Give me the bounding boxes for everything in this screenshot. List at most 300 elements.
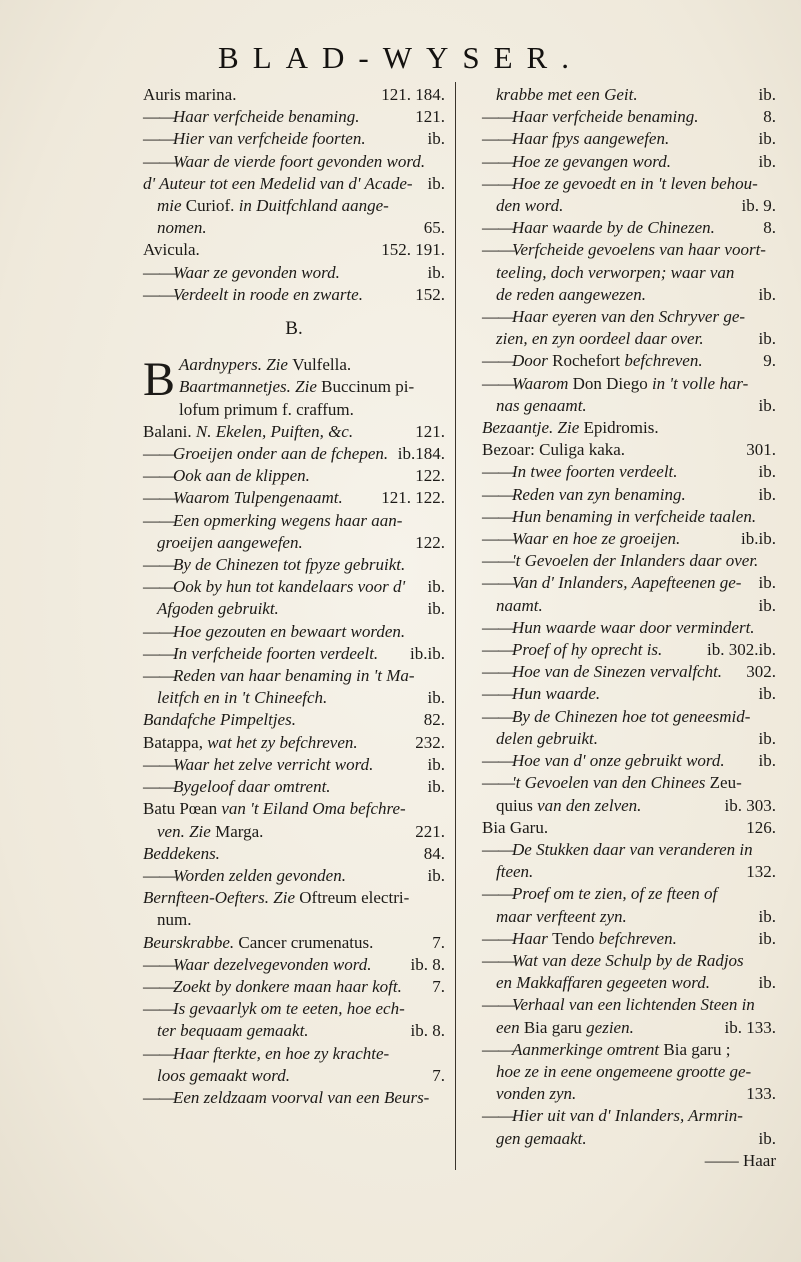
index-entry <box>143 84 445 106</box>
page-title: BLAD-WYSER. <box>218 40 583 75</box>
entry-text-italic: Reden van haar benaming in 't Ma- <box>173 666 415 686</box>
entry-text-italic: By de Chinezen tot fpyze gebruikt. <box>173 555 406 575</box>
entry-text-italic: Afgoden gebruikt. <box>157 599 279 619</box>
index-entry <box>143 262 445 284</box>
right-entries <box>482 84 776 1170</box>
dropcap-b: B <box>143 353 176 407</box>
index-entry <box>482 484 776 506</box>
index-entry <box>143 1065 445 1087</box>
entry-text-roman: Batu Pœan <box>143 799 222 819</box>
index-entry <box>482 128 776 150</box>
entry-text-italic: Hun waarde. <box>512 684 601 704</box>
entry-text-italic: N. Ekelen, Puiften, &c. <box>195 421 354 441</box>
ditto-dash: —— <box>143 643 175 663</box>
entry-text-roman: Rochefort <box>552 351 625 371</box>
page-reference: ib. <box>758 329 776 349</box>
index-entry <box>482 861 776 883</box>
ditto-dash: —— <box>482 706 514 726</box>
page-reference: ib. <box>427 865 445 885</box>
entry-text-roman: lofum primum f. craffum. <box>179 399 354 419</box>
entry-text-italic: Ook by hun tot kandelaars voor d' <box>173 577 406 597</box>
index-entry <box>143 576 445 598</box>
index-entry <box>143 643 445 665</box>
page-reference: 184. <box>415 444 445 464</box>
page-reference: ib. <box>741 529 759 549</box>
ditto-dash: —— <box>482 307 514 327</box>
entry-text-italic: Haar waarde by de Chinezen. <box>512 218 715 238</box>
entry-text-italic: Groeijen onder aan de fchepen. <box>173 444 389 464</box>
page-reference: ib. <box>427 643 445 663</box>
entry-text-italic: de reden aangewezen. <box>496 284 646 304</box>
entry-text-italic: Hoe ze gevangen word. <box>512 151 671 171</box>
index-entry <box>143 399 445 421</box>
entry-text-italic: Hier van verfcheide foorten. <box>173 129 366 149</box>
entry-text-italic: in Duitfchland aange- <box>238 196 389 216</box>
entry-text-italic: Haar <box>512 928 553 948</box>
ditto-dash: —— <box>482 129 514 149</box>
index-entry <box>482 1061 776 1083</box>
entry-text-italic: Proef of hy oprecht is. <box>512 640 663 660</box>
entry-text-italic: Haar verfcheide benaming. <box>512 107 699 127</box>
entry-text-italic: wat het zy befchreven. <box>207 732 358 752</box>
page-reference: ib. <box>410 643 428 663</box>
page-reference: 65. <box>423 218 445 238</box>
page-reference: 232. <box>415 732 445 752</box>
page-reference: ib. <box>758 928 776 948</box>
ditto-dash: —— <box>482 240 514 260</box>
entry-text-roman: Batappa, <box>143 732 208 752</box>
ditto-dash: —— <box>143 129 175 149</box>
entry-text-italic: Hun benaming in verfcheide taalen. <box>512 506 757 526</box>
entry-text-italic: loos gemaakt word. <box>157 1065 291 1085</box>
page-reference: ib. <box>427 777 445 797</box>
index-entry <box>482 373 776 395</box>
entry-text-italic: gen gemaakt. <box>496 1128 587 1148</box>
index-entry <box>482 217 776 239</box>
entry-text-italic: leitfch en in 't Chineefch. <box>157 688 328 708</box>
index-entry <box>482 639 776 661</box>
index-entry <box>482 883 776 905</box>
column-divider <box>455 82 456 1170</box>
ditto-dash: —— <box>143 1087 175 1107</box>
ditto-dash: —— <box>143 262 175 282</box>
index-entry <box>482 239 776 261</box>
page-reference: 7. <box>432 932 445 952</box>
page-reference: ib. <box>427 577 445 597</box>
index-entry <box>143 976 445 998</box>
entry-text-roman: Tendo <box>552 928 599 948</box>
index-entry <box>143 1087 445 1109</box>
index-entry <box>482 262 776 284</box>
entry-text-italic: Bandafche Pimpeltjes. <box>143 710 296 730</box>
ditto-dash: —— <box>143 999 175 1019</box>
page-reference: ib. <box>758 973 776 993</box>
entry-text-italic: Aardnypers. Zie <box>179 355 293 375</box>
page-reference: 302. <box>746 662 776 682</box>
index-entry <box>143 732 445 754</box>
entry-text-roman: Avicula. <box>143 240 200 260</box>
entry-text-italic: van den zelven. <box>537 795 642 815</box>
ditto-dash: —— <box>143 444 175 464</box>
entry-text-italic: Is gevaarlyk om te eeten, hoe ech- <box>173 999 405 1019</box>
index-entry <box>482 1083 776 1105</box>
entry-text-roman: Marga. <box>215 821 264 841</box>
index-entry <box>482 817 776 839</box>
index-entry <box>482 1039 776 1061</box>
left-entries-b-intro <box>143 354 445 421</box>
ditto-dash: —— <box>482 573 514 593</box>
index-entry <box>482 994 776 1016</box>
entry-text-italic: Haar fpys aangewefen. <box>512 129 670 149</box>
page-reference: 8. <box>763 107 776 127</box>
page-reference: ib. <box>758 85 776 104</box>
ditto-dash: —— <box>143 555 175 575</box>
index-entry <box>143 465 445 487</box>
index-entry <box>482 661 776 683</box>
page-reference: ib. <box>758 728 776 748</box>
index-entry <box>143 776 445 798</box>
index-entry <box>482 1017 776 1039</box>
entry-text-italic: Hoe van d' onze gebruikt word. <box>512 751 725 771</box>
entry-text-italic: Ook aan de klippen. <box>173 466 310 486</box>
index-entry <box>143 106 445 128</box>
entry-text-italic: Worden zelden gevonden. <box>173 865 346 885</box>
ditto-dash: —— <box>482 107 514 127</box>
ditto-dash: —— <box>143 107 175 127</box>
index-entry <box>143 151 445 173</box>
ditto-dash: —— <box>143 954 175 974</box>
page-reference: 221. <box>415 821 445 841</box>
entry-text-italic: vonden zyn. <box>496 1084 577 1104</box>
page-reference: ib. <box>758 129 776 149</box>
page-reference: ib. 9. <box>741 196 776 216</box>
index-entry <box>143 554 445 576</box>
ditto-dash: —— <box>143 466 175 486</box>
ditto-dash: —— <box>143 777 175 797</box>
index-entry <box>482 350 776 372</box>
index-entry <box>482 839 776 861</box>
entry-text-italic: in 't volle har- <box>651 373 749 393</box>
entry-text-italic: Wat van deze Schulp by de Radjos <box>512 950 744 970</box>
entry-text-italic: groeijen aangewefen. <box>157 532 303 552</box>
entry-text-italic: 't Gevoelen der Inlanders daar over. <box>512 551 759 571</box>
entry-text-italic: Haar eyeren van den Schryver ge- <box>512 307 746 327</box>
entry-text-italic: Hoe ze gevoedt en in 't leven behou- <box>512 173 758 193</box>
index-entry <box>143 709 445 731</box>
page-reference: ib. <box>758 284 776 304</box>
index-entry <box>482 284 776 306</box>
index-entry <box>482 173 776 195</box>
entry-text-roman: Don Diego <box>572 373 652 393</box>
index-entry <box>482 617 776 639</box>
entry-text-italic: zien, en zyn oordeel daar over. <box>496 329 704 349</box>
index-entry <box>482 528 776 550</box>
index-entry <box>143 621 445 643</box>
ditto-dash: —— <box>482 995 514 1015</box>
entry-text-italic: Waarom <box>512 373 573 393</box>
entry-text-italic: Een zeldzaam voorval van een Beurs- <box>173 1087 430 1107</box>
entry-text-italic: fteen. <box>496 862 534 882</box>
index-entry <box>482 928 776 950</box>
page-reference: 121. 184. <box>381 85 445 104</box>
ditto-dash: —— <box>482 773 514 793</box>
ditto-dash: —— <box>143 284 175 304</box>
left-entries-b <box>143 421 445 1109</box>
index-entry <box>143 909 445 931</box>
ditto-dash: —— <box>482 1106 514 1126</box>
page-reference: ib. <box>758 595 776 615</box>
ditto-dash: —— <box>482 351 514 371</box>
index-entry <box>482 750 776 772</box>
entry-text-italic: Haar fterkte, en hoe zy krachte- <box>173 1043 390 1063</box>
entry-text-italic: befchreven. <box>624 351 703 371</box>
left-entries-a <box>143 84 445 306</box>
entry-text-italic: een <box>496 1017 524 1037</box>
entry-text-italic: hoe ze in eene ongemeene grootte ge- <box>496 1061 752 1081</box>
ditto-dash: —— <box>482 529 514 549</box>
ditto-dash: —— <box>143 488 175 508</box>
entry-text-italic: Verdeelt in roode en zwarte. <box>173 284 363 304</box>
entry-text-roman: Balani. <box>143 421 196 441</box>
index-entry <box>143 376 445 398</box>
page-reference: ib. <box>427 262 445 282</box>
index-entry <box>143 665 445 687</box>
entry-text-italic: ven. Zie <box>157 821 216 841</box>
entry-text-roman: Auris marina. <box>143 85 237 104</box>
entry-text-roman: Bia Garu. <box>482 817 549 837</box>
index-entry <box>143 532 445 554</box>
page-reference: ib. <box>397 444 416 464</box>
entry-text-italic: De Stukken daar van veranderen in <box>512 839 753 859</box>
index-entry <box>482 328 776 350</box>
index-entry <box>143 1043 445 1065</box>
entry-text-italic: Bernfteen-Oefters. Zie <box>143 888 300 908</box>
index-entry <box>482 683 776 705</box>
ditto-dash: —— <box>482 617 514 637</box>
index-entry <box>482 550 776 572</box>
page-reference: ib. <box>758 151 776 171</box>
entry-text-italic: Beurskrabbe. <box>143 932 239 952</box>
entry-text-italic: nas genaamt. <box>496 395 587 415</box>
page-reference: ib. <box>427 754 445 774</box>
index-entry <box>143 128 445 150</box>
page-reference: ib. <box>758 1128 776 1148</box>
index-entry <box>143 821 445 843</box>
page-reference: 133. <box>746 1084 776 1104</box>
page-reference: 152. <box>415 284 445 304</box>
index-entry <box>143 239 445 261</box>
entry-text-italic: gezien. <box>586 1017 634 1037</box>
index-entry <box>482 595 776 617</box>
index-entry <box>143 798 445 820</box>
page-reference: 126. <box>746 817 776 837</box>
page-reference: 122. <box>415 466 445 486</box>
index-entry <box>143 443 445 465</box>
page-reference: ib. <box>758 462 776 482</box>
page-reference: 7. <box>432 976 445 996</box>
page-reference: ib. <box>758 640 776 660</box>
entry-text-italic: Waar en hoe ze groeijen. <box>512 529 681 549</box>
entry-text-italic: Waar de vierde foort gevonden word. <box>173 151 426 171</box>
entry-text-italic: Bezaantje. Zie <box>482 418 584 438</box>
index-entry <box>482 972 776 994</box>
index-entry <box>143 598 445 620</box>
ditto-dash: —— <box>482 884 514 904</box>
index-entry <box>143 284 445 306</box>
entry-text-italic: Haar verfcheide benaming. <box>173 107 360 127</box>
left-column <box>143 84 445 1109</box>
entry-text-italic: 't Gevoelen van den Chinees <box>512 773 710 793</box>
page-reference: ib. 8. <box>410 954 445 974</box>
entry-text-roman: Curiof. <box>185 196 239 216</box>
entry-text-italic: naamt. <box>496 595 543 615</box>
entry-text-italic: krabbe met een Geit. <box>496 85 638 104</box>
entry-text-roman: Buccinum pi- <box>321 377 415 397</box>
section-heading-b: B. <box>285 318 303 340</box>
entry-text-italic: Beddekens. <box>143 843 220 863</box>
entry-text-italic: ter bequaam gemaakt. <box>157 1021 309 1041</box>
index-entry <box>482 151 776 173</box>
ditto-dash: —— <box>482 928 514 948</box>
index-entry <box>143 843 445 865</box>
entry-text-italic: In twee foorten verdeelt. <box>512 462 678 482</box>
ditto-dash: —— <box>482 484 514 504</box>
page-reference: ib. 133. <box>724 1017 776 1037</box>
entry-text-roman: Oftreum electri- <box>299 888 410 908</box>
entry-text-italic: Proef om te zien, of ze fteen of <box>512 884 718 904</box>
entry-text-italic: Waar het zelve verricht word. <box>173 754 374 774</box>
ditto-dash: —— <box>143 976 175 996</box>
entry-text-italic: Waar ze gevonden word. <box>173 262 340 282</box>
entry-text-italic: befchreven. <box>598 928 677 948</box>
page-reference: 82. <box>423 710 445 730</box>
ditto-dash: —— <box>482 506 514 526</box>
entry-text-italic: Hoe gezouten en bewaart worden. <box>173 621 406 641</box>
ditto-dash: —— <box>143 666 175 686</box>
index-entry <box>482 195 776 217</box>
entry-text-roman: Epidromis. <box>583 418 659 438</box>
page-reference: 152. 191. <box>381 240 445 260</box>
entry-text-italic: Bygeloof daar omtrent. <box>173 777 331 797</box>
entry-text-italic: Verfcheide gevoelens van haar voort- <box>512 240 766 260</box>
page-reference: ib. <box>427 688 445 708</box>
ditto-dash: —— <box>482 1039 514 1059</box>
index-entry <box>143 687 445 709</box>
page-reference: 8. <box>763 218 776 238</box>
entry-text-italic: By de Chinezen hoe tot geneesmid- <box>512 706 751 726</box>
index-entry <box>482 1128 776 1150</box>
ditto-dash: —— <box>143 151 175 171</box>
page-reference: 7. <box>432 1065 445 1085</box>
page-reference: ib. <box>758 529 776 549</box>
page-reference: ib. <box>758 395 776 415</box>
entry-text-italic: Verhaal van een lichtenden Steen in <box>512 995 755 1015</box>
index-entry <box>143 421 445 443</box>
page-reference: 122. <box>415 532 445 552</box>
page-reference: 121. 122. <box>381 488 445 508</box>
page-reference: 132. <box>746 862 776 882</box>
index-entry <box>482 106 776 128</box>
index-entry <box>143 887 445 909</box>
page-reference: ib. <box>758 751 776 771</box>
ditto-dash: —— <box>482 373 514 393</box>
entry-text-italic: en Makkaffaren gegeeten word. <box>496 973 711 993</box>
page-reference: ib. <box>758 484 776 504</box>
entry-text-italic: delen gebruikt. <box>496 728 598 748</box>
entry-text-roman: Bia garu <box>523 1017 587 1037</box>
entry-text-roman: Zeu- <box>709 773 742 793</box>
entry-text-italic: maar verfteent zyn. <box>496 906 627 926</box>
index-entry <box>143 1020 445 1042</box>
ditto-dash: —— <box>143 754 175 774</box>
index-entry <box>482 461 776 483</box>
page-reference: —— Haar <box>704 1150 776 1170</box>
ditto-dash: —— <box>482 662 514 682</box>
entry-text-italic: teeling, doch verworpen; waar van <box>496 262 735 282</box>
ditto-dash: —— <box>482 173 514 193</box>
entry-text-italic: Reden van zyn benaming. <box>512 484 686 504</box>
index-entry <box>482 417 776 439</box>
index-entry <box>482 706 776 728</box>
entry-text-roman: Bezoar: Culiga kaka. <box>482 440 626 460</box>
index-entry <box>143 487 445 509</box>
page-reference: ib. <box>758 906 776 926</box>
index-entry <box>143 510 445 532</box>
index-entry <box>143 932 445 954</box>
index-entry <box>143 954 445 976</box>
entry-text-roman: num. <box>157 910 192 930</box>
entry-text-italic: nomen. <box>157 218 207 238</box>
page-reference: ib. 303. <box>724 795 776 815</box>
entry-text-italic: Van d' Inlanders, Aapefteenen ge- <box>512 573 742 593</box>
index-entry <box>143 354 445 376</box>
index-entry <box>482 306 776 328</box>
entry-text-roman: Vulfella. <box>292 355 352 375</box>
page-reference: 84. <box>423 843 445 863</box>
page-reference: ib. <box>427 599 445 619</box>
index-entry <box>143 195 445 217</box>
page-reference: 301. <box>746 440 776 460</box>
ditto-dash: —— <box>143 1043 175 1063</box>
entry-text-italic: Waarom Tulpengenaamt. <box>173 488 343 508</box>
entry-text-roman: Cancer crumenatus. <box>238 932 374 952</box>
page-reference: 121. <box>415 107 445 127</box>
entry-text-italic: d' Auteur tot een Medelid van d' Acade- <box>143 173 413 193</box>
index-entry <box>482 439 776 461</box>
page-reference: ib. <box>427 173 445 193</box>
right-column <box>482 84 776 1172</box>
entry-text-roman: quius <box>496 795 538 815</box>
entry-text-italic: Een opmerking wegens haar aan- <box>173 510 403 530</box>
index-entry <box>482 906 776 928</box>
ditto-dash: —— <box>482 462 514 482</box>
index-entry <box>143 754 445 776</box>
ditto-dash: —— <box>482 684 514 704</box>
page-reference: ib. <box>427 129 445 149</box>
entry-text-italic: Baartmannetjes. Zie <box>179 377 322 397</box>
index-entry <box>482 795 776 817</box>
entry-text-italic: Door <box>512 351 553 371</box>
entry-text-italic: Hier uit van d' Inlanders, Armrin- <box>512 1106 743 1126</box>
entry-text-italic: Hoe van de Sinezen vervalfcht. <box>512 662 723 682</box>
index-entry <box>482 1105 776 1127</box>
page-reference: ib. <box>758 684 776 704</box>
ditto-dash: —— <box>482 151 514 171</box>
ditto-dash: —— <box>143 865 175 885</box>
ditto-dash: —— <box>143 621 175 641</box>
index-entry <box>143 173 445 195</box>
page-reference: ib. 8. <box>410 1021 445 1041</box>
